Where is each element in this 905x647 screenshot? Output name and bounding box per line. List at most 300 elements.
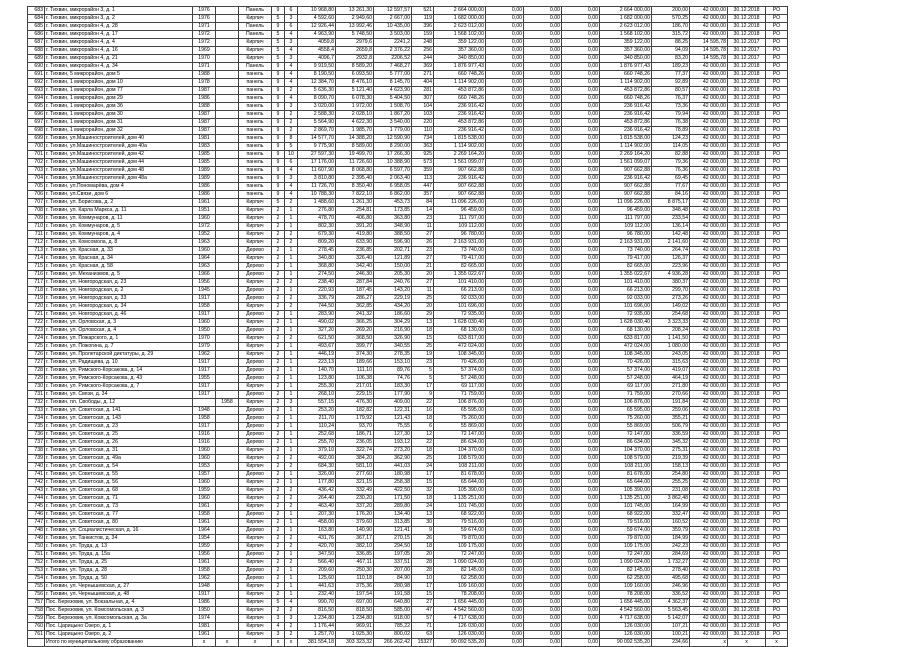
table-cell: Панель	[239, 23, 272, 31]
table-cell: Кирпич	[239, 447, 272, 455]
table-cell: Дерево	[239, 407, 272, 415]
table-cell: 1	[285, 519, 298, 527]
table-cell: 124,23	[652, 135, 690, 143]
table-row	[28, 39, 788, 47]
table-cell: 30.12.2018	[728, 223, 766, 231]
table-cell: 30.12.2018	[728, 623, 766, 631]
table-cell: 110	[412, 127, 434, 135]
table-cell: 0,00	[486, 87, 524, 95]
table-cell: 303 323,32	[336, 639, 374, 647]
table-cell: 15327	[412, 639, 434, 647]
table-cell: 0,00	[524, 255, 562, 263]
table-cell: 30.12.2018	[728, 383, 766, 391]
table-cell: 269,20	[336, 327, 374, 335]
table-cell: 30.12.2018	[728, 319, 766, 327]
table-row	[28, 471, 788, 479]
table-cell: 0,00	[524, 239, 562, 247]
table-cell: Кирпич	[239, 455, 272, 463]
table-cell: 42 000,00	[690, 271, 728, 279]
table-cell: г. Тихвин, ул. Римского-Корсакова, д. 14	[45, 367, 193, 375]
table-cell: 0,00	[562, 79, 600, 87]
table-cell: 8 589,20	[336, 63, 374, 71]
table-cell: 0,00	[562, 31, 600, 39]
table-row	[28, 359, 788, 367]
table-cell: 5	[412, 375, 434, 383]
table-cell: 217,01	[336, 383, 374, 391]
table-cell: 255,30	[298, 383, 336, 391]
table-cell: 705	[28, 183, 45, 191]
table-cell: г. Тихвин, ул. Римского-Корсакова, д. 7	[45, 383, 193, 391]
table-cell: г. Тихвин, ул. Связи, д. 34	[45, 391, 193, 399]
table-cell: 101 696,00	[434, 303, 486, 311]
table-cell: 8 145,70	[374, 79, 412, 87]
table-cell: 1986	[193, 599, 216, 607]
table-cell: 30.12.2018	[728, 175, 766, 183]
table-cell: 0,00	[524, 23, 562, 31]
table-cell: 275,31	[652, 447, 690, 455]
table-cell: 756	[28, 591, 45, 599]
table-cell: 42 000,00	[690, 527, 728, 535]
table-cell: 30.12.2018	[728, 407, 766, 415]
table-cell: Кирпич	[239, 503, 272, 511]
table-cell: Кирпич	[239, 279, 272, 287]
table-cell: 2	[272, 279, 285, 287]
table-cell: 0,00	[486, 71, 524, 79]
table-cell: 111 797,00	[600, 215, 652, 223]
table-cell: 0,00	[562, 279, 600, 287]
table-cell: г. Тихвин, ул. Советская, д. 55	[45, 471, 193, 479]
table-row	[28, 119, 788, 127]
table-cell: 2	[272, 447, 285, 455]
table-cell: 0,00	[562, 127, 600, 135]
table-cell: 1972	[193, 39, 216, 47]
table-cell: Дерево	[239, 367, 272, 375]
table-cell	[216, 207, 239, 215]
table-cell: РО	[766, 271, 788, 279]
table-cell: 106 876,00	[434, 399, 486, 407]
table-cell: 0,00	[486, 127, 524, 135]
table-cell: 42 000,00	[690, 383, 728, 391]
table-cell: 30.12.2018	[728, 631, 766, 639]
table-cell: 42 000,00	[690, 423, 728, 431]
table-cell: 30.12.2018	[728, 239, 766, 247]
table-cell: 73 740,00	[600, 247, 652, 255]
table-row	[28, 495, 788, 503]
table-cell	[216, 167, 239, 175]
table-cell: 4	[272, 623, 285, 631]
table-cell: г. Тихвин, 1 микрорайон, дом 31	[45, 119, 193, 127]
table-cell: 42 000,00	[690, 71, 728, 79]
table-cell: 71 759,00	[434, 391, 486, 399]
table-cell: 30.12.2018	[728, 391, 766, 399]
table-cell: 716	[28, 271, 45, 279]
table-cell: 2	[272, 335, 285, 343]
table-cell: 2	[272, 431, 285, 439]
table-cell: 726	[28, 351, 45, 359]
table-cell: 1988	[193, 71, 216, 79]
table-cell: 180,98	[374, 471, 412, 479]
table-cell: 1958	[193, 567, 216, 575]
table-cell: Кирпич	[239, 399, 272, 407]
table-cell: 1	[285, 215, 298, 223]
table-cell: 0,00	[562, 231, 600, 239]
table-cell: 307	[412, 95, 434, 103]
table-cell: 0,00	[562, 607, 600, 615]
table-row	[28, 439, 788, 447]
table-cell: 2	[285, 87, 298, 95]
table-cell: 490,02	[298, 319, 336, 327]
table-cell: 5	[272, 39, 285, 47]
table-cell: РО	[766, 55, 788, 63]
table-cell: 55 869,00	[434, 423, 486, 431]
table-cell	[216, 47, 239, 55]
table-row	[28, 287, 788, 295]
table-cell: 30.12.2018	[728, 495, 766, 503]
table-cell: 458,00	[298, 519, 336, 527]
table-cell: Кирпич	[239, 487, 272, 495]
table-cell: 42 000,00	[690, 367, 728, 375]
table-row	[28, 247, 788, 255]
table-cell: РО	[766, 335, 788, 343]
table-cell: 0,00	[524, 407, 562, 415]
table-cell: 692	[28, 79, 45, 87]
table-row	[28, 71, 788, 79]
table-cell: 287,84	[336, 279, 374, 287]
table-cell: 30.12.2018	[728, 535, 766, 543]
table-cell: 68 922,00	[434, 511, 486, 519]
table-cell: 340,55	[374, 343, 412, 351]
table-cell: 731	[28, 391, 45, 399]
table-cell: Дерево	[239, 511, 272, 519]
table-cell: 718	[28, 287, 45, 295]
table-cell: 5	[272, 199, 285, 207]
table-row	[28, 31, 788, 39]
table-cell: РО	[766, 487, 788, 495]
table-cell: 304,29	[374, 319, 412, 327]
table-cell: 1958	[193, 511, 216, 519]
table-cell: 69 117,00	[434, 383, 486, 391]
table-cell: 193,12	[374, 439, 412, 447]
table-cell: 1	[285, 359, 298, 367]
table-cell: Кирпич	[239, 239, 272, 247]
table-cell: 697	[28, 119, 45, 127]
table-cell: г. Тихвин, ул.Машиностроителей, дом 40а	[45, 143, 193, 151]
table-cell: 0,00	[562, 551, 600, 559]
table-cell: 1	[285, 327, 298, 335]
table-cell: 30.12.2018	[728, 471, 766, 479]
table-cell: 2206,52	[374, 55, 412, 63]
table-cell: 30.12.2018	[728, 399, 766, 407]
table-cell: 77,37	[652, 71, 690, 79]
table-cell: 1 355 022,67	[434, 271, 486, 279]
table-cell: 109 112,00	[434, 223, 486, 231]
table-cell: 126 030,00	[434, 623, 486, 631]
table-cell: РО	[766, 407, 788, 415]
table-cell: Кирпич	[239, 351, 272, 359]
table-cell: 406,80	[336, 215, 374, 223]
table-cell: 42 000,00	[690, 135, 728, 143]
table-cell: 0,00	[486, 295, 524, 303]
table-cell: 8 290,00	[374, 143, 412, 151]
table-cell: 136,14	[652, 223, 690, 231]
table-cell: г. Тихвин, ул. Советская, д. 143	[45, 415, 193, 423]
table-cell: 4 542 560,00	[600, 607, 652, 615]
table-cell: 30.12.2017	[728, 39, 766, 47]
table-cell: 0,00	[562, 639, 600, 647]
table-cell: 708	[28, 207, 45, 215]
table-cell: 363,80	[374, 215, 412, 223]
table-cell: 65 644,00	[434, 479, 486, 487]
table-cell: 30.12.2018	[728, 575, 766, 583]
table-cell: 211,70	[298, 415, 336, 423]
table-row	[28, 559, 788, 567]
table-cell: 103	[412, 111, 434, 119]
table-cell: 472 024,00	[600, 343, 652, 351]
table-cell: 20	[412, 551, 434, 559]
table-cell: 42 000,00	[690, 231, 728, 239]
table-cell: 315,63	[652, 359, 690, 367]
table-cell: 0,00	[562, 95, 600, 103]
table-cell: 42 000,00	[690, 415, 728, 423]
table-cell: 12 590,90	[374, 135, 412, 143]
table-row	[28, 431, 788, 439]
table-cell: РО	[766, 223, 788, 231]
table-row	[28, 407, 788, 415]
table-cell: РО	[766, 39, 788, 47]
table-cell: Пос. Царицыно Озеро, д. 2	[45, 631, 193, 639]
table-cell: 0,00	[524, 191, 562, 199]
table-cell	[216, 271, 239, 279]
table-cell: 2 163 931,00	[600, 239, 652, 247]
table-cell: 0,00	[524, 503, 562, 511]
table-cell: 88,25	[652, 39, 690, 47]
table-cell: г. Тихвин, ул. Советская, д. 25	[45, 431, 193, 439]
table-cell: 82 145,00	[434, 567, 486, 575]
table-cell: 281	[412, 87, 434, 95]
table-cell: 30.12.2018	[728, 15, 766, 23]
table-row	[28, 399, 788, 407]
table-cell: 4059,8	[298, 39, 336, 47]
table-cell: 19 499,70	[336, 151, 374, 159]
table-cell: 436,42	[298, 487, 336, 495]
table-cell: 1917	[193, 311, 216, 319]
table-cell: 0,00	[562, 471, 600, 479]
table-cell	[216, 503, 239, 511]
table-cell: г. Тихвин, ул. Римского-Корсакова, д. 43	[45, 375, 193, 383]
table-cell: 223,13	[298, 359, 336, 367]
table-cell: 388,50	[374, 231, 412, 239]
table-cell: 714	[28, 255, 45, 263]
table-cell: 1956	[193, 279, 216, 287]
table-cell: г. Тихвин, ул. Труда, д. 28	[45, 567, 193, 575]
table-cell: 0,00	[524, 391, 562, 399]
table-cell: 68 922,00	[600, 511, 652, 519]
table-cell: 96 459,00	[600, 207, 652, 215]
table-cell: 30.12.2018	[728, 119, 766, 127]
table-row	[28, 127, 788, 135]
table-cell	[216, 527, 239, 535]
table-cell: РО	[766, 535, 788, 543]
table-cell: 42 000,00	[690, 567, 728, 575]
table-cell: 703	[28, 167, 45, 175]
table-cell: 0,00	[486, 623, 524, 631]
table-cell: 2	[272, 511, 285, 519]
table-cell: Кирпич	[239, 583, 272, 591]
table-row	[28, 479, 788, 487]
table-cell: РО	[766, 463, 788, 471]
table-cell: 746	[28, 511, 45, 519]
table-cell: 42 000,00	[690, 319, 728, 327]
table-cell: 17	[412, 383, 434, 391]
table-cell	[216, 223, 239, 231]
table-cell	[216, 111, 239, 119]
table-cell: 1 488,60	[298, 199, 336, 207]
table-cell: 1958	[193, 415, 216, 423]
table-cell: 0,00	[562, 591, 600, 599]
table-cell: 106 876,00	[600, 399, 652, 407]
table-cell: 65 595,00	[600, 407, 652, 415]
table-cell: 76,37	[652, 95, 690, 103]
table-cell: 142,48	[652, 231, 690, 239]
table-cell: Кирпич	[239, 255, 272, 263]
table-cell: 684	[28, 15, 45, 23]
table-cell: 1 568 102,00	[434, 31, 486, 39]
table-cell: 2 588,30	[298, 111, 336, 119]
table-cell: 0,00	[486, 47, 524, 55]
table-cell: 420,70	[298, 543, 336, 551]
table-cell: 2	[272, 231, 285, 239]
table-cell: 29	[412, 311, 434, 319]
table-cell: 1981	[193, 623, 216, 631]
table-cell: 0,00	[562, 199, 600, 207]
table-cell: РО	[766, 519, 788, 527]
table-cell: 1971	[193, 63, 216, 71]
table-cell: РО	[766, 503, 788, 511]
table-cell	[216, 583, 239, 591]
table-cell: 1958	[193, 303, 216, 311]
table-cell: 0,00	[524, 119, 562, 127]
table-row	[28, 527, 788, 535]
table-cell: 0,00	[524, 471, 562, 479]
table-cell: 1 876 977,43	[600, 63, 652, 71]
table-cell: 698	[28, 127, 45, 135]
table-cell: 3 020,00	[298, 103, 336, 111]
table-cell: 467,11	[336, 559, 374, 567]
table-cell: 719	[28, 295, 45, 303]
table-cell: x	[272, 639, 285, 647]
table-cell: 0,00	[524, 535, 562, 543]
table-cell: 13	[412, 319, 434, 327]
table-cell	[216, 199, 239, 207]
table-cell: 1978	[193, 79, 216, 87]
table-cell: 1 090 024,00	[434, 559, 486, 567]
table-cell: 121,41	[374, 527, 412, 535]
table-cell: 640,80	[374, 599, 412, 607]
table-cell: 1	[285, 351, 298, 359]
table-cell	[216, 471, 239, 479]
table-cell: 5 121,40	[336, 87, 374, 95]
table-cell: г. Тихвин, ул. Новгородская, д. 46	[45, 311, 193, 319]
table-cell: 248	[412, 39, 434, 47]
table-cell: 596,90	[374, 239, 412, 247]
table-cell	[216, 15, 239, 23]
table-cell: 2	[272, 527, 285, 535]
table-cell: 2	[272, 455, 285, 463]
table-cell: 96 780,00	[600, 231, 652, 239]
table-cell: 42 000,00	[690, 591, 728, 599]
table-cell: 1	[285, 247, 298, 255]
table-cell: 1	[285, 447, 298, 455]
table-cell: 92,89	[652, 79, 690, 87]
table-cell: 17	[412, 583, 434, 591]
table-cell: 2 664 000,00	[600, 7, 652, 15]
table-cell: 42 000,00	[690, 111, 728, 119]
table-cell: 0,00	[524, 631, 562, 639]
table-cell: 570,25	[652, 15, 690, 23]
table-cell: Дерево	[239, 527, 272, 535]
table-cell: 0,00	[524, 455, 562, 463]
table-cell: панель	[239, 143, 272, 151]
table-cell: 1962	[193, 575, 216, 583]
table-cell: 2	[272, 215, 285, 223]
table-cell: x	[690, 639, 728, 647]
table-cell: 280,98	[374, 583, 412, 591]
table-cell: 0,00	[486, 591, 524, 599]
table-cell: РО	[766, 343, 788, 351]
table-cell: 0,00	[486, 559, 524, 567]
table-cell: 700	[28, 143, 45, 151]
table-cell: 4 717 638,00	[434, 615, 486, 623]
table-cell: 0,00	[524, 479, 562, 487]
table-cell: 27	[412, 279, 434, 287]
table-cell: г. Тихвин, ул. Советская, д. 49а	[45, 455, 193, 463]
table-cell: г. Тихвин, ул. Карла Маркса, д. 11	[45, 207, 193, 215]
table-cell: 557,15	[298, 399, 336, 407]
table-cell: Кирпич	[239, 199, 272, 207]
table-cell: 907 662,88	[434, 191, 486, 199]
table-cell: 0,00	[524, 463, 562, 471]
table-cell: 0,00	[486, 455, 524, 463]
table-cell: 5	[412, 367, 434, 375]
table-cell: 327,20	[298, 327, 336, 335]
table-cell: 313,85	[374, 519, 412, 527]
table-row	[28, 15, 788, 23]
table-cell: 737	[28, 439, 45, 447]
table-cell	[216, 367, 239, 375]
table-cell: 730	[28, 383, 45, 391]
table-cell: 684,30	[298, 463, 336, 471]
table-cell: РО	[766, 295, 788, 303]
table-cell: Пос. Царицыно Озеро, д. 1	[45, 623, 193, 631]
table-cell: 254,81	[336, 207, 374, 215]
table-cell: 55 869,00	[600, 423, 652, 431]
table-cell: 1	[285, 423, 298, 431]
table-cell	[216, 71, 239, 79]
table-cell: г. Тихвин, 5 микрорайон, дом 5	[45, 71, 193, 79]
table-cell	[216, 287, 239, 295]
table-cell: 14 595,78	[690, 47, 728, 55]
table-cell: 0,00	[562, 55, 600, 63]
table-cell: 816,50	[298, 607, 336, 615]
table-cell	[216, 31, 239, 39]
table-cell: 96 459,00	[434, 207, 486, 215]
table-cell: 18	[412, 543, 434, 551]
table-cell: 42 000,00	[690, 447, 728, 455]
table-cell: РО	[766, 119, 788, 127]
table-cell: 11 726,60	[336, 159, 374, 167]
table-row	[28, 159, 788, 167]
table-cell: 337,20	[336, 503, 374, 511]
